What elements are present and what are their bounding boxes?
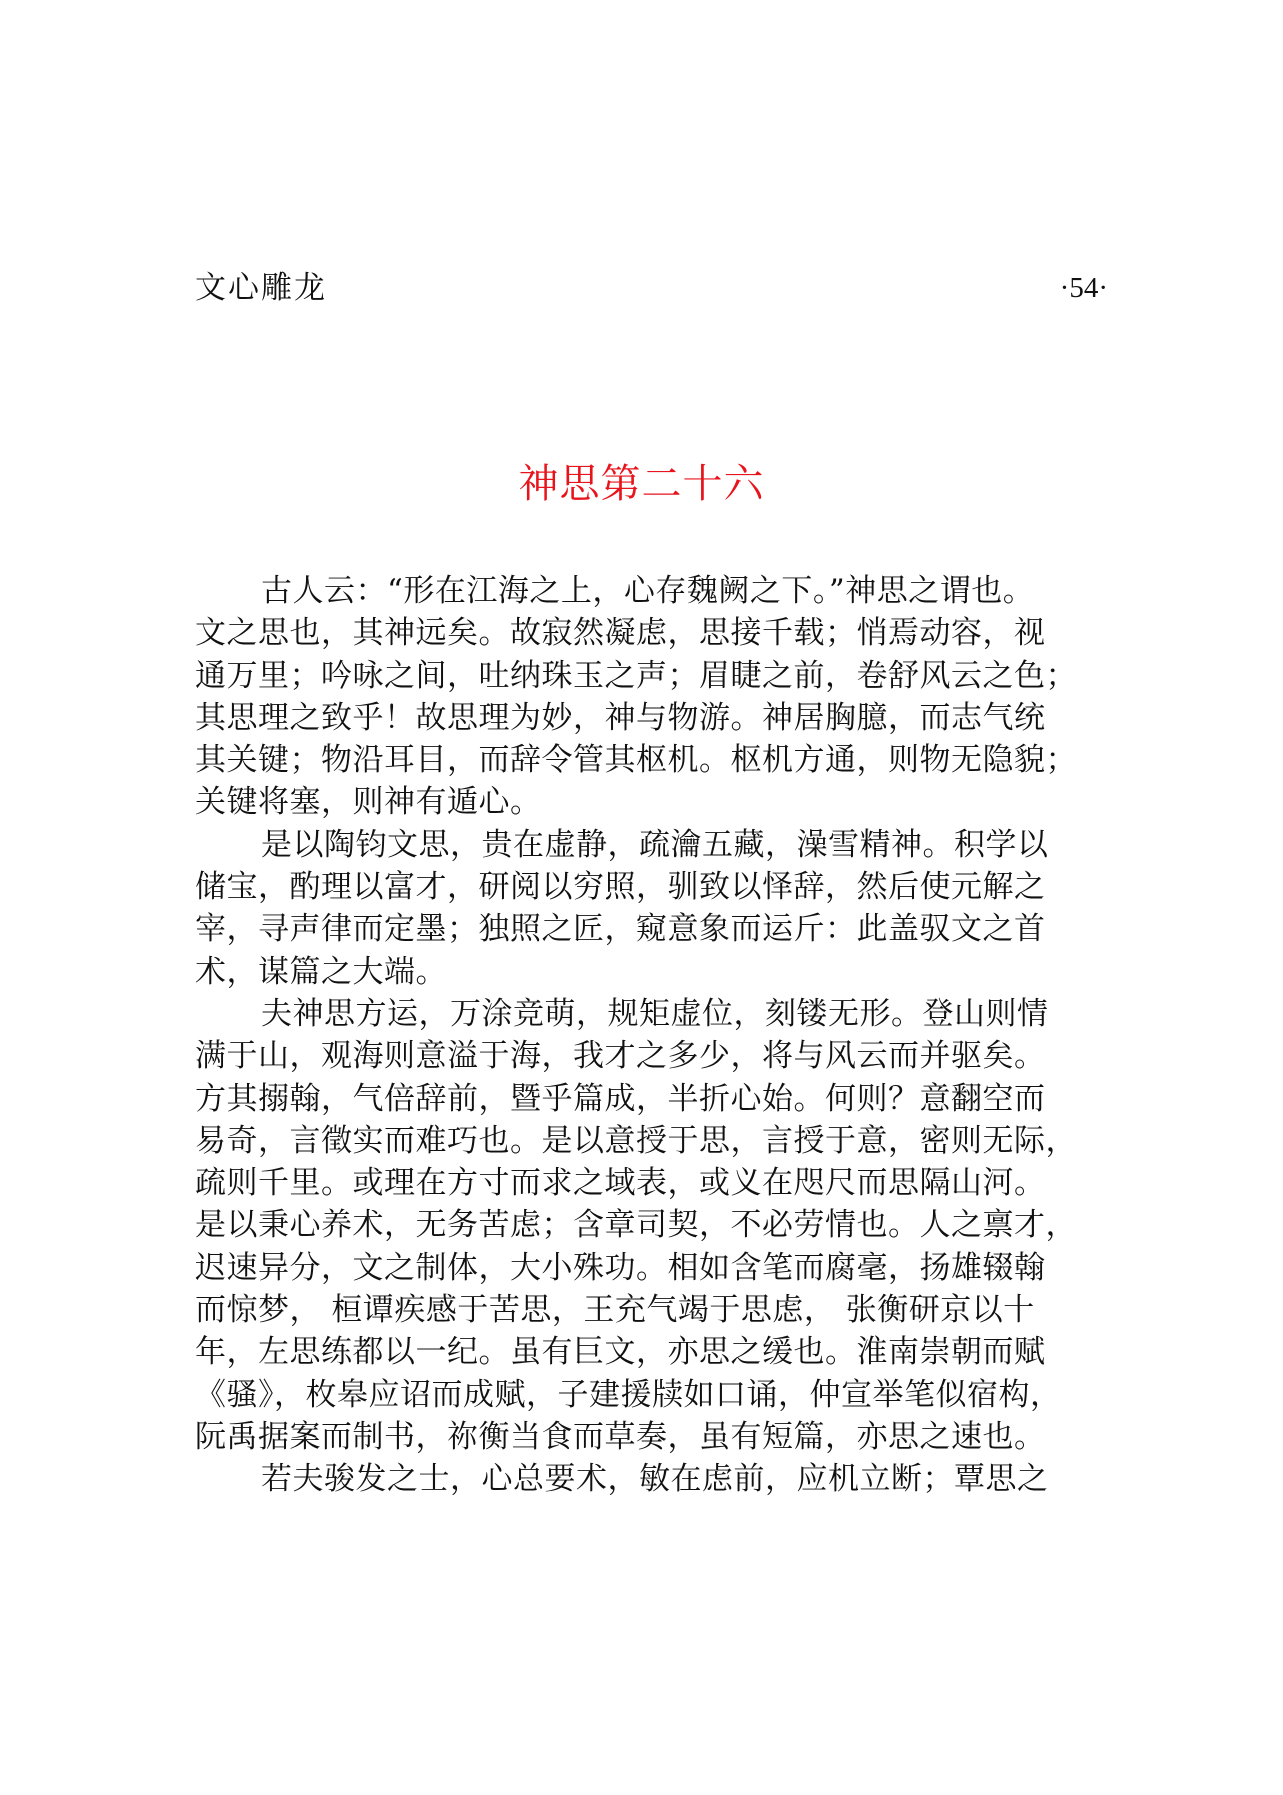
running-title: 文心雕龙 <box>195 270 327 306</box>
text-line: 宰，寻声律而定墨；独照之匠，窥意象而运斤：此盖驭文之首 <box>195 911 1046 948</box>
text-line: 疏则千里。或理在方寸而求之域表，或义在咫尺而思隔山河。 <box>195 1165 1046 1202</box>
text-line: 是以秉心养术，无务苦虑；含章司契，不必劳情也。人之禀才， <box>195 1207 1077 1244</box>
text-line: 其思理之致乎！故思理为妙，神与物游。神居胸臆，而志气统 <box>195 699 1046 736</box>
text-line: 年，左思练都以一纪。虽有巨文，亦思之缓也。淮南崇朝而赋 <box>195 1334 1046 1371</box>
text-line: 夫神思方运，万涂竞萌，规矩虚位，刻镂无形。登山则情 <box>261 995 1049 1032</box>
text-line: 其关键；物沿耳目，而辞令管其枢机。枢机方通，则物无隐貌； <box>195 742 1077 779</box>
text-line: 《骚》，枚皋应诏而成赋，子建援牍如口诵，仲宣举笔似宿构， <box>195 1376 1062 1413</box>
text-line: 方其搦翰，气倍辞前，暨乎篇成，半折心始。何则？意翻空而 <box>195 1080 1046 1117</box>
text-line: 古人云：“形在江海之上，心存魏阙之下。”神思之谓也。 <box>261 573 1035 609</box>
text-line: 满于山，观海则意溢于海，我才之多少，将与风云而并驱矣。 <box>195 1038 1046 1075</box>
text-line: 关键将塞，则神有遁心。 <box>195 784 542 821</box>
text-line: 通万里；吟咏之间，吐纳珠玉之声；眉睫之前，卷舒风云之色； <box>195 657 1077 694</box>
chapter-title: 神思第二十六 <box>518 461 765 507</box>
text-line: 迟速异分，文之制体，大小殊功。相如含笔而腐毫，扬雄辍翰 <box>195 1249 1046 1286</box>
text-line: 阮禹据案而制书，祢衡当食而草奏，虽有短篇，亦思之速也。 <box>195 1418 1046 1455</box>
text-line: 而惊梦， 桓谭疾感于苦思，王充气竭于思虑， 张衡研京以十 <box>195 1292 1035 1329</box>
text-line: 易奇，言徵实而难巧也。是以意授于思，言授于意，密则无际， <box>195 1122 1077 1159</box>
text-line: 若夫骏发之士，心总要术，敏在虑前，应机立断；覃思之 <box>261 1461 1049 1498</box>
page-number: ·54· <box>1059 272 1108 304</box>
text-line: 文之思也，其神远矣。故寂然凝虑，思接千载；悄焉动容，视 <box>195 615 1046 652</box>
text-line: 术，谋篇之大端。 <box>195 953 447 990</box>
text-line: 是以陶钧文思，贵在虚静，疏瀹五藏，澡雪精神。积学以 <box>261 826 1049 863</box>
text-line: 储宝，酌理以富才，研阅以穷照，驯致以怿辞，然后使元解之 <box>195 869 1046 906</box>
chapter-body <box>195 570 1115 1501</box>
